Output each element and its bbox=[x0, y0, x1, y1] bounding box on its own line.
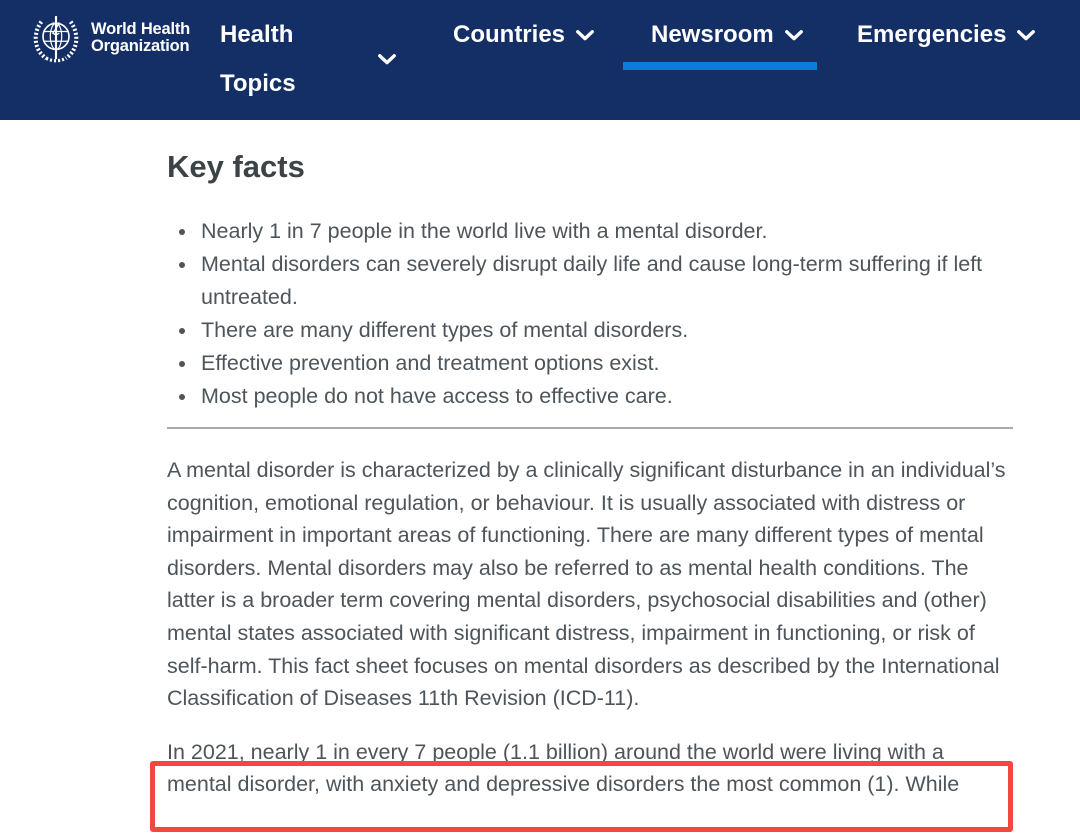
highlighted-paragraph: In 2021, nearly 1 in every 7 people (1.1 billion) around the world were living with a mental disorder, with anxiety and depressive disorders the most common (1). While bbox=[167, 739, 960, 797]
definition-paragraph: A mental disorder is characterized by a clinically significant disturbance in an individual’s cognition, emotional regulation, or behaviour. It is usually associated with distress or impairment in important areas of functioning. There are many different types of mental disorders. Mental disorders may also be referred to as mental health conditions. The latter is a broader term covering mental disorders, psychosocial disabilities and (other) mental states associated with significant distress, impairment in functioning, or risk of self-harm. This fact sheet focuses on mental disorders as described by the International Classification of Diseases 11th Revision (ICD-11). bbox=[167, 458, 1006, 711]
key-fact-item: • Mental disorders can severely disrupt daily life and cause long-term suffering if left untreated. bbox=[198, 248, 1013, 314]
main-content bbox=[167, 0, 1013, 801]
nav-item-label: Emergencies bbox=[857, 21, 1007, 48]
nav-item-label: Newsroom bbox=[651, 21, 774, 48]
page-title: Key facts bbox=[167, 149, 305, 184]
key-fact-item: • Most people do not have access to effective care. bbox=[198, 380, 1013, 413]
key-fact-item: • There are many different types of mental disorders. bbox=[198, 314, 1013, 347]
chevron-down-icon bbox=[1017, 30, 1035, 41]
who-emblem-icon bbox=[30, 12, 82, 64]
who-logo-text-line1: World Health bbox=[91, 19, 191, 38]
nav-item-label: Health Topics bbox=[220, 21, 296, 97]
section-divider bbox=[167, 427, 1013, 429]
key-facts-list bbox=[167, 215, 1013, 413]
who-logo-text-line2: Organization bbox=[91, 37, 190, 55]
nav-item-label: Countries bbox=[453, 21, 566, 48]
key-fact-item: • Effective prevention and treatment options exist. bbox=[198, 347, 1013, 380]
key-fact-item: • Nearly 1 in 7 people in the world live with a mental disorder. bbox=[198, 215, 1013, 248]
